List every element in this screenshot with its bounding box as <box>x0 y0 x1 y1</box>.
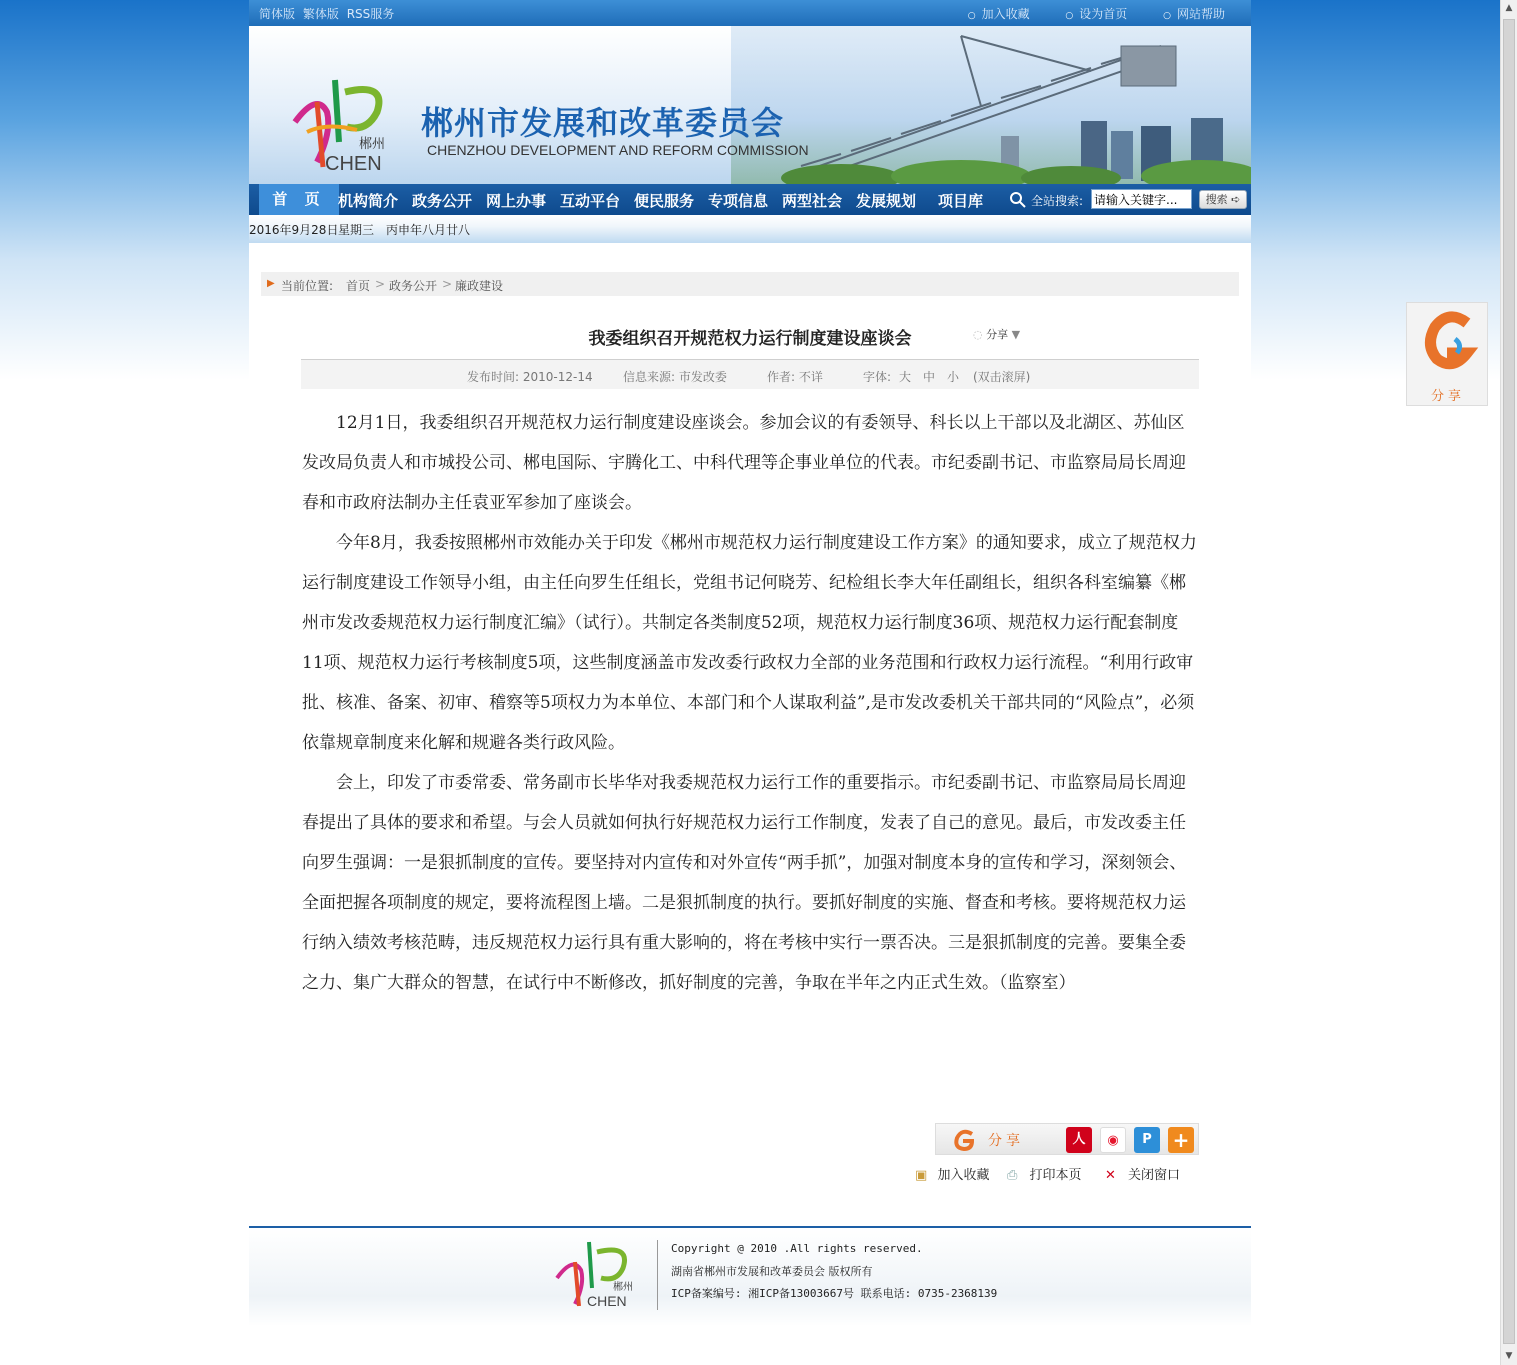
info-source: 信息来源: 市发改委 <box>623 370 727 384</box>
current-weekday: 星期三 <box>338 223 375 237</box>
tool-add-favorite-label: 加入收藏 <box>937 1168 990 1183</box>
site-title: 郴州市发展和改革委员会 <box>421 104 785 142</box>
scroll-down-icon[interactable]: ▼ <box>1505 1351 1513 1361</box>
tencent-share-icon[interactable]: P <box>1134 1127 1160 1153</box>
floating-share-label: 分享 <box>1430 389 1465 404</box>
share-small-label: 分享 <box>986 328 1009 341</box>
date-bar <box>249 215 1251 243</box>
site-logo-icon <box>287 72 407 172</box>
breadcrumb-separator-icon: > <box>375 277 386 291</box>
link-simplified[interactable]: 简体版 <box>259 7 296 21</box>
share-logo-icon <box>1419 309 1479 379</box>
search-button[interactable]: 搜索 ➪ <box>1199 190 1247 209</box>
more-share-icon[interactable]: + <box>1168 1127 1194 1153</box>
weibo-share-icon[interactable]: ◉ <box>1100 1127 1126 1153</box>
link-site-help[interactable]: ○ 网站帮助 <box>1163 7 1225 21</box>
font-small-button[interactable]: 小 <box>947 370 960 384</box>
scroll-up-icon[interactable]: ▲ <box>1505 3 1513 13</box>
page-container <box>249 0 1251 1365</box>
chevron-down-icon: ▼ <box>1011 328 1021 341</box>
tool-add-favorite[interactable] <box>915 1164 989 1183</box>
link-rss[interactable]: RSS服务 <box>346 7 395 21</box>
link-set-homepage[interactable]: ○ 设为首页 <box>1065 7 1127 21</box>
top-utility-bar <box>249 0 1251 26</box>
article-meta <box>301 359 1199 389</box>
font-medium-button[interactable]: 中 <box>923 370 936 384</box>
nav-item-development-plan[interactable]: 发展规划 <box>856 192 917 210</box>
footer-owner: 湖南省郴州市发展和改革委员会 版权所有 <box>671 1265 873 1278</box>
footer-logo-en: CHEN <box>587 1293 627 1308</box>
tool-close-window[interactable] <box>1105 1164 1180 1183</box>
scroll-thumb[interactable] <box>1503 19 1515 1344</box>
breadcrumb-arrow-icon: ▶ <box>267 278 275 289</box>
publish-date: 发布时间: 2010-12-14 <box>467 370 593 384</box>
footer <box>249 1226 1251 1326</box>
link-add-favorite[interactable]: ○ 加入收藏 <box>968 7 1030 21</box>
breadcrumb-home[interactable]: 首页 <box>346 279 371 293</box>
nav-item-interaction[interactable]: 互动平台 <box>560 192 621 210</box>
footer-copyright: Copyright @ 2010 .All rights reserved. <box>671 1242 923 1255</box>
footer-divider <box>657 1240 658 1310</box>
share-small-icon: ◌ <box>973 328 983 341</box>
nav-item-government-affairs[interactable]: 政务公开 <box>412 192 473 210</box>
lunar-date: 丙申年八月廿八 <box>386 223 471 237</box>
breadcrumb-label: 当前位置: <box>281 279 334 293</box>
breadcrumb-government-affairs[interactable]: 政务公开 <box>389 279 438 293</box>
favorite-icon: ▣ <box>915 1168 928 1183</box>
close-icon: ✕ <box>1105 1168 1116 1183</box>
search-button-label: 搜索 <box>1205 193 1228 206</box>
article-paragraph: 12月1日，我委组织召开规范权力运行制度建设座谈会。参加会议的有委领导、科长以上干部以及北湖区、苏仙区发改局负责人和市城投公司、郴电国际、宇腾化工、中科代理等企事业单位的代表。市纪委副书记、市监察局局长周迎春和市政府法制办主任袁亚军参加了座谈会。 <box>302 413 1186 513</box>
search-label: 全站搜索: <box>1031 194 1084 208</box>
tool-print[interactable] <box>1007 1164 1082 1183</box>
breadcrumb-separator-icon: > <box>442 277 453 291</box>
footer-logo-icon <box>551 1238 651 1308</box>
current-date: 2016年9月28日 <box>249 223 339 237</box>
author: 作者: 不详 <box>767 370 823 384</box>
nav-item-public-services[interactable]: 便民服务 <box>634 192 695 210</box>
window-scrollbar[interactable] <box>1500 0 1517 1365</box>
footer-icp: ICP备案编号: 湘ICP备13003667号 联系电话: 0735-2368139 <box>671 1287 998 1300</box>
tool-print-label: 打印本页 <box>1029 1168 1082 1183</box>
crane-skyline-illustration <box>731 26 1251 184</box>
search-input[interactable] <box>1091 189 1192 209</box>
nav-item-special-info[interactable]: 专项信息 <box>708 192 769 210</box>
share-dropdown[interactable] <box>973 326 1020 342</box>
share-toolbar-label: 分享 <box>988 1133 1024 1149</box>
font-large-button[interactable]: 大 <box>899 370 912 384</box>
article-paragraph: 今年8月，我委按照郴州市效能办关于印发《郴州市规范权力运行制度建设工作方案》的通知要求，成立了规范权力运行制度建设工作领导小组，由主任向罗生任组长，党组书记何晓芳、纪检组长李大年任副组长，组织各科室编纂《郴州市发改委规范权力运行制度汇编》（试行）。共制定各类制度52项，规范权力运行制度36项、规范权力运行配套制度11项、规范权力运行考核制度5项，这些制度涵盖市发改委行政权力全部的业务范围和行政权力运行流程。“利用行政审批、核准、备案、初审、稽察等5项权力为本单位、本部门和个人谋取利益”,是市发改委机关干部共同的“风险点”，必须依靠规章制度来化解和规避各类行政风险。 <box>302 533 1197 753</box>
header-banner <box>249 26 1251 184</box>
link-traditional[interactable]: 繁体版 <box>302 7 339 21</box>
nav-item-online-services[interactable]: 网上办事 <box>486 192 547 210</box>
article-title: 我委组织召开规范权力运行制度建设座谈会 <box>588 329 912 349</box>
dblclick-scroll-hint: (双击滚屏) <box>973 370 1031 384</box>
font-size-label: 字体: <box>863 370 892 384</box>
main-nav <box>249 184 1251 215</box>
logo-cn-text: 郴州 <box>359 137 386 152</box>
article-paragraph: 会上，印发了市委常委、常务副市长毕华对我委规范权力运行工作的重要指示。市纪委副书记、市监察局局长周迎春提出了具体的要求和希望。与会人员就如何执行好规范权力运行工作制度，发表了自己的意见。最后，市发改委主任向罗生强调：一是狠抓制度的宣传。要坚持对内宣传和对外宣传“两手抓”，加强对制度本身的宣传和学习，深刻领会、全面把握各项制度的规定，要将流程图上墙。二是狠抓制度的执行。要抓好制度的实施、督查和考核。要将规范权力运行纳入绩效考核范畴，违反规范权力运行具有重大影响的，将在考核中实行一票否决。三是狠抓制度的完善。要集全委之力、集广大群众的智慧，在试行中不断修改，抓好制度的完善，争取在半年之内正式生效。（监察室） <box>302 773 1187 993</box>
site-subtitle: CHENZHOU DEVELOPMENT AND REFORM COMMISSION <box>427 142 809 158</box>
print-icon: ⎙ <box>1007 1168 1018 1183</box>
breadcrumb <box>261 272 1239 296</box>
nav-home[interactable]: 首 页 <box>259 184 339 215</box>
logo-en-text: CHEN <box>325 153 382 172</box>
share-toolbar <box>935 1123 1199 1155</box>
share-logo-icon <box>952 1128 976 1152</box>
nav-item-project-library[interactable]: 项目库 <box>938 192 984 210</box>
tool-close-label: 关闭窗口 <box>1128 1168 1181 1183</box>
floating-share-button[interactable] <box>1406 302 1488 406</box>
nav-item-two-type-society[interactable]: 两型社会 <box>782 192 843 210</box>
nav-item-about[interactable]: 机构简介 <box>338 192 399 210</box>
article-body <box>302 403 1199 1003</box>
search-icon <box>1009 191 1027 209</box>
footer-logo-cn: 郴州 <box>613 1282 633 1293</box>
renren-share-icon[interactable]: 人 <box>1066 1127 1092 1153</box>
breadcrumb-current[interactable]: 廉政建设 <box>455 279 504 293</box>
